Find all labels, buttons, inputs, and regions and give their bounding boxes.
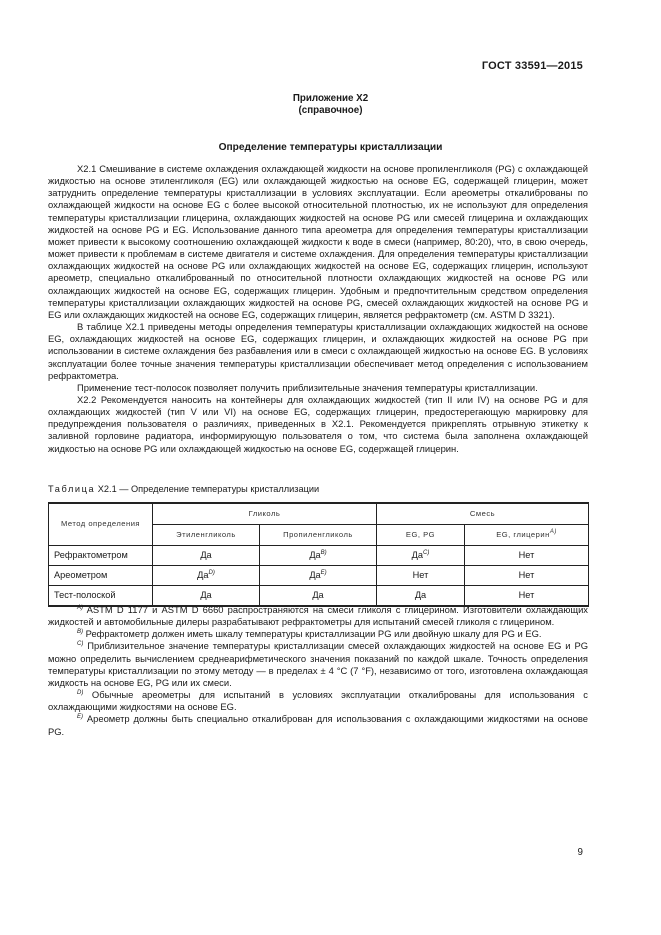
footnote-label: A)	[77, 605, 83, 611]
footnote: $^{B)}$ Рефрактометр должен иметь шкалу температуры кристаллизации PG или двойную шкалу для PG и EG.	[77, 628, 542, 640]
table-cell: Нет	[465, 566, 589, 586]
table-cell: $Да^{E)}$	[260, 566, 377, 586]
table-cell: Нет	[377, 566, 465, 586]
crystallization-table	[48, 502, 589, 607]
paragraph: В таблице Х2.1 приведены методы определения температуры кристаллизации охлаждающих жидкостей на основе EG, охлаждающих жидкостей на основе EG, содержащих глицерин, и охлаждающих жидкостей на основе PG при использовании в системе охлаждения без разбавления или в смеси с охлаждающей жидкостью на основе EG. В условиях эксплуатации более точные значения температуры кристаллизации обеспечивает метод определения с использованием рефрактометра.	[48, 321, 588, 381]
standard-number: ГОСТ 33591—2015	[481, 60, 583, 72]
footnote: $^{D)}$ Обычные ареометры для испытаний в условиях эксплуатации откалиброваны для использования с охлаждающими жидкостями на основе EG.	[48, 689, 588, 713]
footnote-label: D)	[77, 690, 84, 697]
table-cell: $Да^{B)}$	[260, 546, 377, 566]
footnote-label: B)	[77, 629, 83, 636]
table-cell: $Да^{C)}$	[377, 546, 465, 566]
table-caption	[48, 483, 319, 495]
table-caption-word: Таблица	[48, 484, 96, 494]
row-method: Рефрактометром	[49, 546, 153, 566]
footnote: $^{E)}$ Ареометр должны быть специально откалиброван для использования с охлаждающими жидкостями на основе PG.	[48, 713, 588, 737]
footnote: $^{A)}$ ASTM D 1177 и ASTM D 6660 распространяются на смеси гликоля с глицерином. Изготовители охлаждающих жидкостей и автомобильные дилеры разрабатывают рефрактометры для испытаний смесей гликоля с глицерином.	[48, 604, 588, 628]
table-cell: Да	[377, 586, 465, 607]
annex-title: Приложение Х2	[292, 93, 369, 104]
annex-note: (справочное)	[298, 105, 363, 116]
row-method: Тест-полоской	[49, 586, 153, 607]
table-row	[49, 586, 589, 607]
paragraph: Применение тест-полосок позволяет получить приблизительные значения температуры кристаллизации.	[77, 381, 538, 393]
footnote-label: E)	[77, 714, 83, 721]
table-cell: Нет	[465, 546, 589, 566]
section-title: Определение температуры кристаллизации	[218, 142, 443, 153]
footnote-label: C)	[77, 641, 84, 648]
header-method: Метод определения	[49, 503, 153, 546]
header-ethylene-glycol: Этиленгликоль	[153, 525, 260, 546]
paragraph: Х2.1 Смешивание в системе охлаждения охлаждающей жидкости на основе пропиленгликоля (PG) с охлаждающей жидкостью на основе этиленгликоля (EG) или охлаждающей жидкостью на основе EG, содержащей глицерин, может затруднить определение температуры кристаллизации в условиях эксплуатации. Если ареометры откалиброваны по охлаждающей жидкости на основе EG с более высокой относительной плотностью, их не используют для определения температуры кристаллизации глицерина, охлаждающих жидкостей на основе PG или смесей глицерина и охлаждающих жидкостей на основе PG и EG. Использование данного типа ареометра для определения температуры кристаллизации может привести к высокому соотношению охлаждающей жидкости к воде в смеси (например, 80:20), что, в свою очередь, может привести к проблемам в системе двигателя и системе охлаждения. Для определения температуры кристаллизации охлаждающих жидкостей на основе PG или охлаждающих жидкостей на основе EG, содержащих глицерин, используют ареометр, специально откалиброванный по относительной плотности охлаждающих жидкостей на основе PG или охлаждающих жидкостей на основе EG, содержащих глицерин. Удобным и предпочтительным средством определения температуры кристаллизации охлаждающих жидкостей на основе PG, смесей охлаждающих жидкостей на основе PG и EG или охлаждающих жидкостей на основе EG, содержащих глицерин, является рефрактометр (см. ASTM D 3321).	[48, 163, 588, 320]
header-eg-pg: EG, PG	[377, 525, 465, 546]
paragraph: Х2.2 Рекомендуется наносить на контейнеры для охлаждающих жидкостей (тип II или IV) на основе PG и для охлаждающих жидкостей (тип V или VI) на основе EG, содержащих глицерин, предостерегающую маркировку для предупреждения пользователя о различиях, приведенных в Х2.1. Рекомендуется прикреплять отрывную этикетку к заливной горловине радиатора, информирующую пользователя о том, что система была заполнена охлаждающей жидкостью на основе PG или охлаждающей жидкостью на основе EG, содержащей глицерин.	[48, 393, 588, 454]
header-propylene-glycol: Пропиленгликоль	[260, 525, 377, 546]
row-method: Ареометром	[49, 566, 153, 586]
table-cell: Да	[153, 586, 260, 607]
table-cell: Да	[260, 586, 377, 607]
header-glycol: Гликоль	[153, 503, 377, 525]
table-cell: Да	[153, 546, 260, 566]
table-cell: $Да^{D)}$	[153, 566, 260, 586]
table-footnotes	[48, 604, 588, 738]
annex-heading	[0, 93, 661, 117]
table-caption-text: Х2.1 — Определение температуры кристаллизации	[95, 484, 320, 494]
table-row	[49, 546, 589, 566]
table-row	[49, 566, 589, 586]
table-cell: Нет	[465, 586, 589, 607]
page-number: 9	[577, 847, 583, 858]
footnote: $^{C)}$ Приблизительное значение температуры кристаллизации смесей охлаждающих жидкостей на основе EG и PG можно определить вычислением среднеарифметического значения показаний по каждой шкале. Точность определения температуры кристаллизации по этому методу — в пределах ± 4 °С (7 °F), независимо от того, изготовлена охлаждающая жидкость на основе EG, PG или их смеси.	[48, 640, 588, 688]
header-mix: Смесь	[377, 503, 589, 525]
header-eg-glycerin: EG, глицерин$^{A)}$	[465, 525, 589, 546]
body-text	[48, 163, 588, 455]
